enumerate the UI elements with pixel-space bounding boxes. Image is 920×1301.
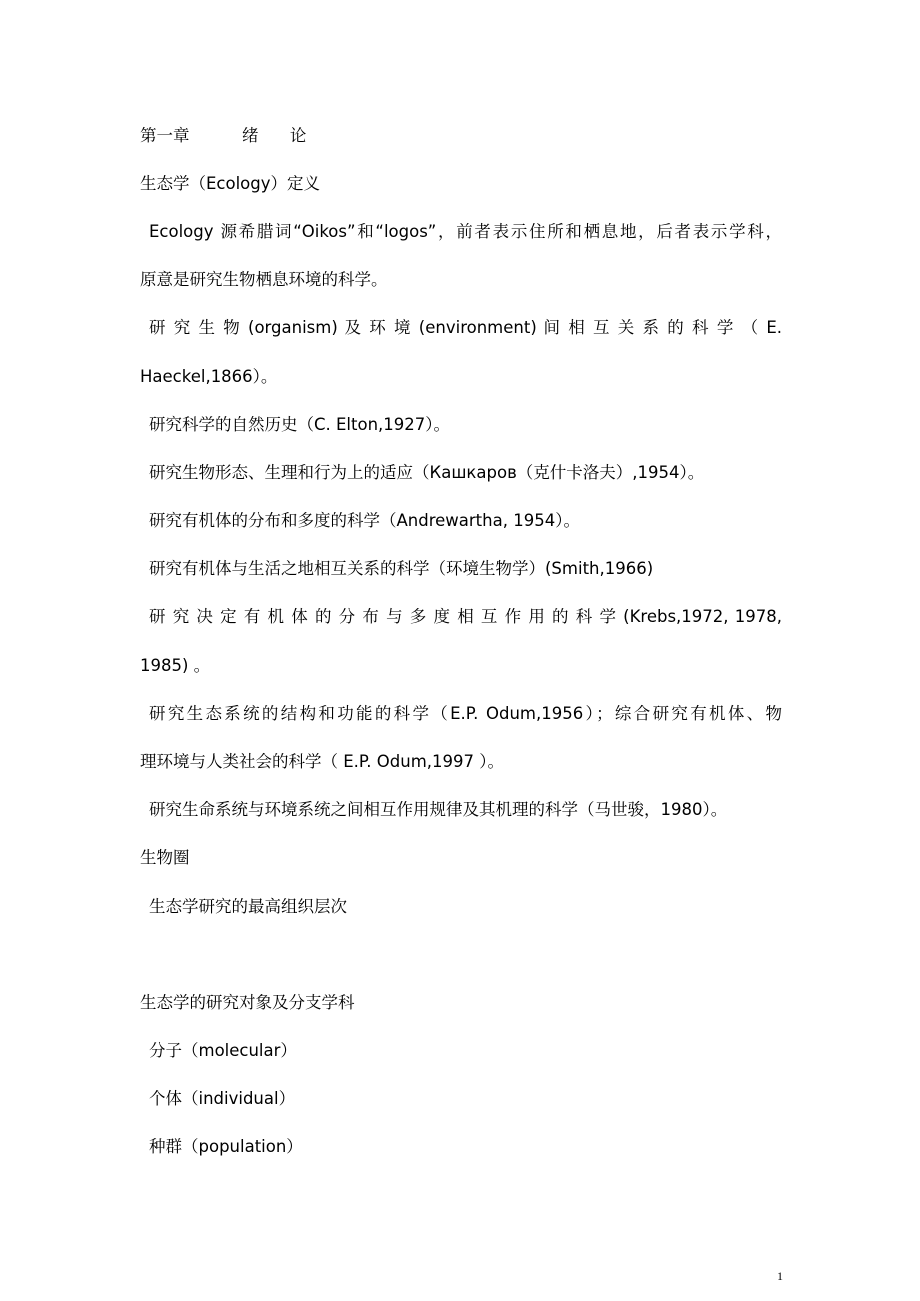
list-item: 个体（individual）	[149, 1089, 296, 1108]
paragraph-line: 研 究 生 物 (organism) 及 环 境 (environment) 间 相 互 关 系 的 科 学 （ E.	[149, 318, 782, 337]
paragraph-line: Haeckel,1866）。	[140, 367, 278, 386]
paragraph-line: 生态学研究的最高组织层次	[149, 897, 347, 916]
list-item: 分子（molecular）	[149, 1041, 297, 1060]
page-number: 1	[777, 1269, 783, 1283]
section-heading-ecology-definition: 生态学（Ecology）定义	[140, 174, 321, 193]
paragraph-line: Ecology 源希腊词“Oikos”和“logos”，前者表示住所和栖息地，后者表示学科，	[149, 222, 782, 241]
paragraph-line: 研 究 决 定 有 机 体 的 分 布 与 多 度 相 互 作 用 的 科 学 (Krebs,1972, 1978,	[149, 607, 782, 626]
paragraph-line: 1985) 。	[140, 656, 211, 675]
paragraph-line: 研究生物形态、生理和行为上的适应（Кашкаров（克什卡洛夫）,1954）。	[149, 463, 705, 482]
section-heading-research-objects: 生态学的研究对象及分支学科	[140, 993, 355, 1012]
chapter-title: 第一章 绪 论	[140, 126, 307, 145]
paragraph-line: 理环境与人类社会的科学（ E.P. Odum,1997 ）。	[140, 752, 505, 771]
paragraph-line: 原意是研究生物栖息环境的科学。	[140, 270, 388, 289]
list-item: 种群（population）	[149, 1137, 303, 1156]
paragraph-line: 研究有机体的分布和多度的科学（Andrewartha, 1954）。	[149, 511, 580, 530]
paragraph-line: 研究生命系统与环境系统之间相互作用规律及其机理的科学（马世骏，1980）。	[149, 800, 728, 819]
paragraph-line: 研究科学的自然历史（C. Elton,1927）。	[149, 415, 451, 434]
paragraph-line: 研究有机体与生活之地相互关系的科学（环境生物学）(Smith,1966)	[149, 559, 654, 578]
paragraph-line: 研究生态系统的结构和功能的科学（E.P. Odum,1956）；综合研究有机体、物	[149, 704, 782, 723]
section-heading-biosphere: 生物圈	[140, 848, 190, 867]
